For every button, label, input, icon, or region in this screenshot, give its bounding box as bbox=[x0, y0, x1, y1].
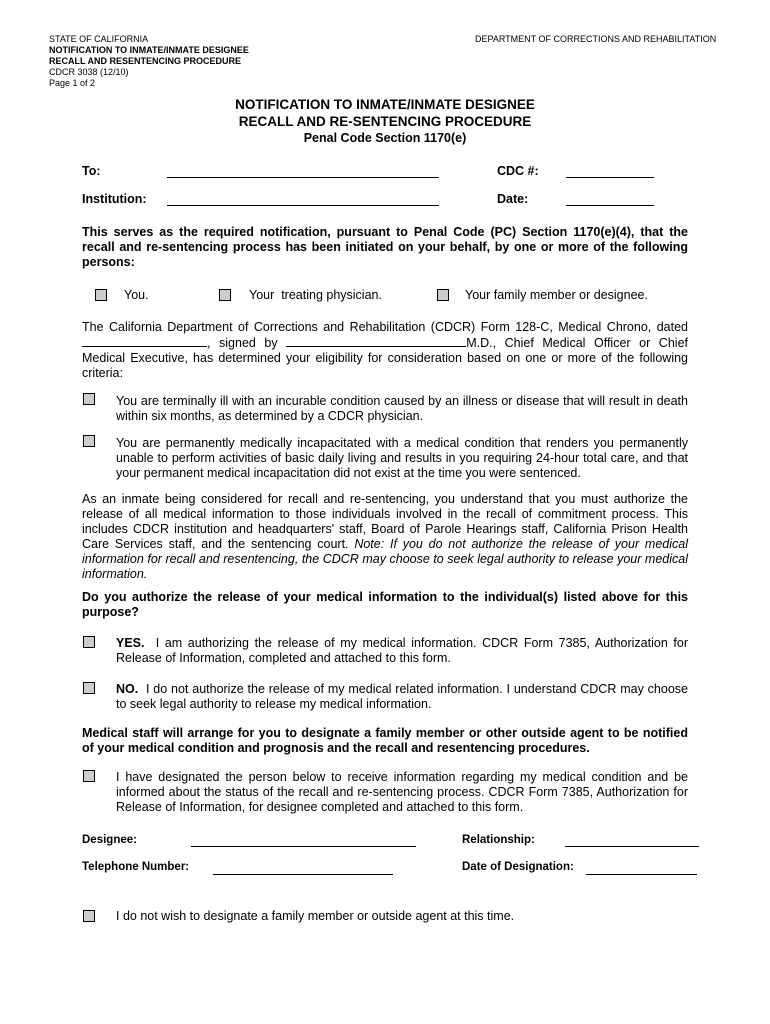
incapacitated-text: You are permanently medically incapacitated with a medical condition that renders you permanently unable to perform activities of basic daily living and results in you requiring 24-hour total care, and that your permanent medical incapacitation did not exist at the time you were sentenced. bbox=[116, 436, 688, 480]
header-form-title: NOTIFICATION TO INMATE/INMATE DESIGNEE bbox=[49, 45, 249, 55]
page-subtitle: RECALL AND RE-SENTENCING PROCEDURE bbox=[238, 114, 532, 129]
institution-label: Institution: bbox=[82, 192, 147, 206]
no-label: NO. bbox=[116, 682, 139, 696]
state-label: STATE OF CALIFORNIA bbox=[49, 34, 149, 44]
chrono-text-1: The California Department of Corrections and Rehabilitation (CDCR) Form 128-C, Medical Chrono, dated bbox=[82, 320, 688, 334]
date-field[interactable] bbox=[566, 205, 654, 206]
institution-field[interactable] bbox=[167, 205, 439, 206]
header-form-subtitle: RECALL AND RESENTENCING PROCEDURE bbox=[49, 56, 242, 66]
no-option bbox=[116, 682, 688, 712]
designee-field[interactable] bbox=[191, 846, 416, 847]
incapacitated-checkbox[interactable] bbox=[83, 435, 95, 447]
release-text: As an inmate being considered for recall and re-sentencing, you understand that you must authorize the release of all medical information to those individuals involved in the recall of commitment process. This includes CDCR institution and headquarters' staff, Board of Parole Hearings staff, California Prison Health Care Services staff, and the sentencing court. bbox=[82, 492, 688, 551]
designate-text: I have designated the person below to receive information regarding my medical condition and be informed about the status of the recall and re-sentencing process. CDCR Form 7385, Authorization for Release of Information, for designee completed and attached to this form. bbox=[116, 770, 688, 814]
telephone-field[interactable] bbox=[213, 874, 393, 875]
form-number: CDCR 3038 (12/10) bbox=[49, 67, 129, 77]
date-of-designation-label: Date of Designation: bbox=[462, 861, 574, 873]
no-checkbox[interactable] bbox=[83, 682, 95, 694]
page-title: NOTIFICATION TO INMATE/INMATE DESIGNEE bbox=[235, 97, 535, 112]
date-label: Date: bbox=[497, 192, 529, 206]
release-note: Note: If you do not authorize the release of your medical information for recall and resentencing, the CDCR may choose to seek legal authority to release your medical information. bbox=[82, 537, 688, 581]
telephone-label: Telephone Number: bbox=[82, 861, 190, 873]
no-designate-text: I do not wish to designate a family member or outside agent at this time. bbox=[116, 909, 515, 923]
cdc-number-field[interactable] bbox=[566, 177, 654, 178]
physician-checkbox[interactable] bbox=[219, 289, 231, 301]
chrono-text-2: , signed by bbox=[207, 336, 278, 350]
family-checkbox[interactable] bbox=[437, 289, 449, 301]
to-field[interactable] bbox=[167, 177, 439, 178]
no-text: I do not authorize the release of my medical related information. I understand CDCR may choose to seek legal authority to release my medical information. bbox=[116, 682, 688, 711]
yes-text: I am authorizing the release of my medical information. CDCR Form 7385, Authorization for Release of Information, completed and attached to this form. bbox=[116, 636, 688, 665]
department-label: DEPARTMENT OF CORRECTIONS AND REHABILITATION bbox=[475, 34, 717, 44]
authorization-question: Do you authorize the release of your medical information to the individual(s) listed above for this purpose? bbox=[82, 590, 688, 619]
to-label: To: bbox=[82, 164, 101, 178]
penal-code-section: Penal Code Section 1170(e) bbox=[303, 131, 467, 145]
intro-paragraph: This serves as the required notification, pursuant to Penal Code (PC) Section 1170(e)(4), that the recall and re-sentencing process has been initiated on your behalf, by one or more of the following persons: bbox=[82, 225, 688, 269]
physician-label: Your treating physician. bbox=[249, 288, 382, 302]
chrono-text-3: M.D., Chief Medical Officer or Chief Medical Executive, has determined your eligibility for consideration based on one or more of the following criteria: bbox=[82, 336, 688, 380]
relationship-label: Relationship: bbox=[462, 834, 535, 846]
terminal-illness-checkbox[interactable] bbox=[83, 393, 95, 405]
cdc-label: CDC #: bbox=[497, 164, 539, 178]
page-number: Page 1 of 2 bbox=[49, 78, 96, 88]
designee-label: Designee: bbox=[82, 834, 137, 846]
designate-checkbox[interactable] bbox=[83, 770, 95, 782]
you-label: You. bbox=[124, 288, 149, 302]
date-of-designation-field[interactable] bbox=[586, 874, 697, 875]
terminal-illness-text: You are terminally ill with an incurable condition caused by an illness or disease that will result in death within six months, as determined by a CDCR physician. bbox=[116, 394, 688, 423]
no-designate-checkbox[interactable] bbox=[83, 910, 95, 922]
yes-checkbox[interactable] bbox=[83, 636, 95, 648]
release-paragraph bbox=[82, 492, 688, 582]
relationship-field[interactable] bbox=[565, 846, 699, 847]
chrono-date-field[interactable] bbox=[82, 335, 207, 347]
yes-label: YES. bbox=[116, 636, 145, 650]
medical-staff-notice: Medical staff will arrange for you to designate a family member or other outside agent to be notified of your medical condition and prognosis and the recall and resentencing procedures. bbox=[82, 726, 688, 755]
you-checkbox[interactable] bbox=[95, 289, 107, 301]
chrono-paragraph bbox=[82, 320, 688, 381]
family-label: Your family member or designee. bbox=[465, 288, 648, 302]
yes-option bbox=[116, 636, 688, 666]
signed-by-field[interactable] bbox=[286, 335, 466, 347]
